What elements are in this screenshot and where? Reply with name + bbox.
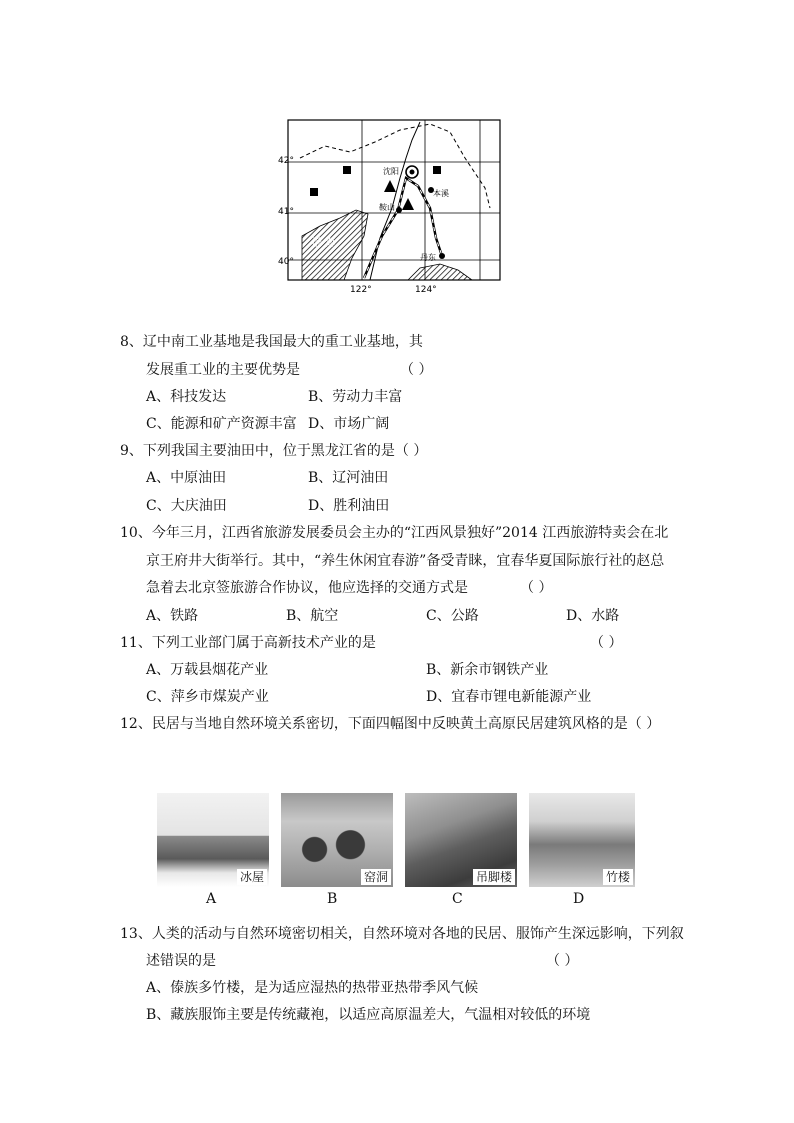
q10-option-c: C、公路: [426, 608, 479, 624]
photo-igloo-tag: 冰屋: [237, 869, 267, 885]
q13-option-a: A、傣族多竹楼，是为适应湿热的热带亚热带季风气候: [146, 980, 479, 996]
q10-stem-line3: 急着去北京签旅游合作协议，他应选择的交通方式是: [146, 580, 468, 596]
q8-answer-paren: （ ）: [400, 362, 433, 378]
photo-stilt-house: [405, 793, 517, 887]
q10-option-d: D、水路: [566, 608, 620, 624]
q12-stem: 12、民居与当地自然环境关系密切，下面四幅图中反映黄土高原民居建筑风格的是（ ）: [120, 716, 661, 732]
q8-option-d: D、市场广阔: [308, 416, 390, 432]
q8-option-c: C、能源和矿产资源丰富: [146, 416, 297, 432]
city-dandong-label: 丹东: [420, 253, 436, 262]
photo-label-a: A: [206, 891, 217, 907]
lon-124-label: 124°: [415, 285, 437, 295]
q9-option-d: D、胜利油田: [308, 498, 390, 514]
q8-option-b: B、劳动力丰富: [308, 389, 403, 405]
q9-stem: 9、下列我国主要油田中，位于黑龙江省的是（ ）: [120, 443, 428, 459]
q13-option-b: B、藏族服饰主要是传统藏袍，以适应高原温差大，气温相对较低的环境: [146, 1007, 591, 1023]
q11-option-b: B、新余市钢铁产业: [426, 662, 549, 678]
photo-bamboo-house-tag: 竹楼: [603, 869, 633, 885]
q11-option-d: D、宜春市锂电新能源产业: [426, 689, 592, 705]
q11-answer-paren: （ ）: [590, 635, 623, 651]
q10-stem-line1: 10、今年三月，江西省旅游发展委员会主办的“江西风景独好”2014 江西旅游特卖会在北: [120, 525, 669, 541]
coal-square-1: [343, 166, 351, 174]
photo-label-c: C: [452, 891, 463, 907]
q8-stem-line1: 8、辽中南工业基地是我国最大的重工业基地，其: [120, 334, 423, 350]
city-benxi-label: 本溪: [433, 189, 449, 198]
lat-40-label: 40°: [278, 257, 294, 267]
q13-stem-line2: 述错误的是: [146, 953, 216, 969]
q10-option-b: B、航空: [286, 608, 339, 624]
q10-answer-paren: （ ）: [520, 580, 553, 596]
q8-option-a: A、科技发达: [146, 389, 227, 405]
photo-stilt-house-tag: 吊脚楼: [473, 869, 515, 885]
q10-stem-line2: 京王府井大街举行。其中，“养生休闲宜春游”备受青睐，宜春华夏国际旅行社的赵总: [146, 553, 665, 569]
photo-igloo: [157, 793, 269, 887]
city-anshan-label: 鞍山: [379, 203, 395, 212]
q10-option-a: A、铁路: [146, 608, 199, 624]
photo-cave-dwelling: [281, 793, 393, 887]
city-shenyang-label: 沈阳: [383, 167, 399, 176]
map-graphic: [280, 118, 508, 298]
q11-stem: 11、下列工业部门属于高新技术产业的是: [120, 635, 376, 651]
coal-square-3: [433, 166, 441, 174]
q13-stem-line1: 13、人类的活动与自然环境密切相关，自然环境对各地的民居、服饰产生深远影响，下列叙: [120, 926, 684, 942]
q13-answer-paren: （ ）: [546, 953, 579, 969]
q9-option-b: B、辽河油田: [308, 470, 389, 486]
lat-41-label: 41°: [278, 207, 294, 217]
q8-stem-line2: 发展重工业的主要优势是: [146, 362, 300, 378]
q11-option-a: A、万载县烟花产业: [146, 662, 269, 678]
liaoning-industrial-map: [280, 118, 508, 298]
photo-cave-dwelling-tag: 窑洞: [361, 869, 391, 885]
q9-option-a: A、中原油田: [146, 470, 227, 486]
lon-122-label: 122°: [350, 285, 372, 295]
photo-label-b: B: [327, 891, 338, 907]
q9-option-c: C、大庆油田: [146, 498, 227, 514]
sea-label: 渤 海: [312, 238, 336, 249]
coal-square-2: [310, 188, 318, 196]
q11-option-c: C、萍乡市煤炭产业: [146, 689, 269, 705]
photo-bamboo-house: [529, 793, 635, 887]
lat-42-label: 42°: [278, 156, 294, 166]
photo-label-d: D: [573, 891, 585, 907]
